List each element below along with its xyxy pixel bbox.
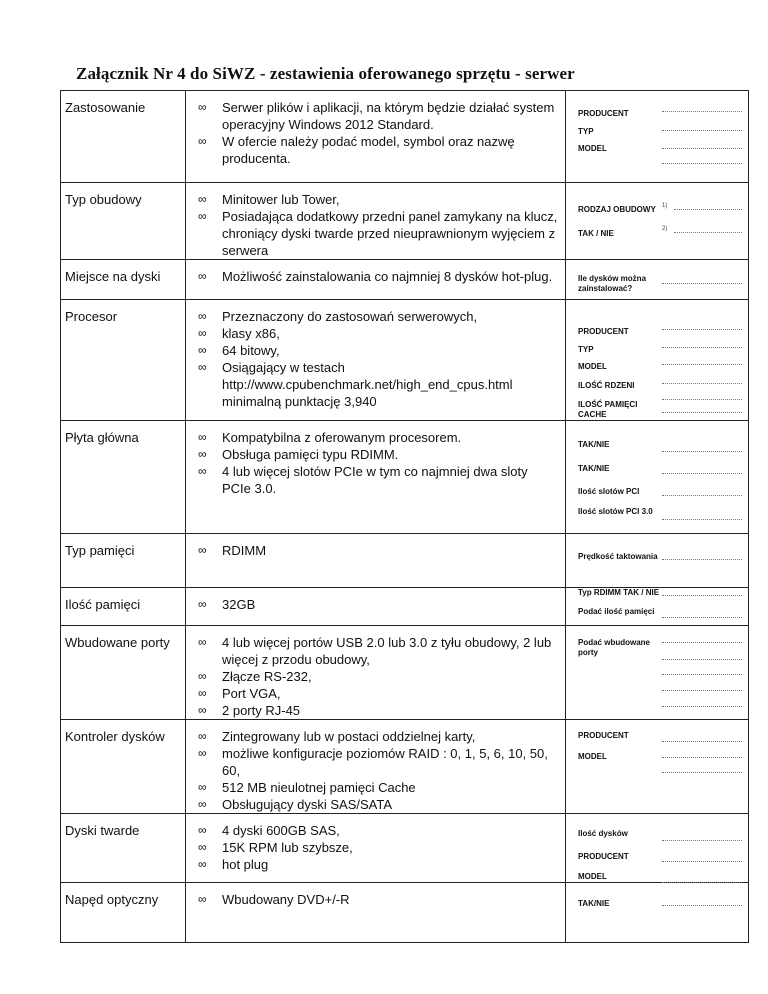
requirements-list xyxy=(186,822,559,873)
category-cell: Wbudowane porty xyxy=(61,626,186,720)
category-cell: Typ pamięci xyxy=(61,534,186,588)
line-number: 2) xyxy=(662,226,668,232)
answer-line[interactable] xyxy=(662,690,742,691)
requirement-item: ∞ Posiadająca dodatkowy przedni panel zamykany na klucz, chroniący dyski twarde przed nieuprawnionym wyjęciem z serwera xyxy=(186,208,559,259)
field-label: TAK/NIE xyxy=(578,899,610,908)
field-label: MODEL xyxy=(578,872,607,881)
answer-line[interactable] xyxy=(662,163,742,164)
category-cell: Dyski twarde xyxy=(61,814,186,883)
field-label: Ilość slotów PCI xyxy=(578,487,640,496)
field-label: RODZAJ OBUDOWY xyxy=(578,205,656,214)
requirements-list xyxy=(186,728,559,813)
field-label: TAK / NIE xyxy=(578,229,614,238)
field-label: Typ RDIMM TAK / NIE xyxy=(578,588,660,597)
field-label: ILOŚĆ RDZENI xyxy=(578,381,635,390)
requirement-item: ∞ Złącze RS-232, xyxy=(186,668,559,685)
requirements-cell xyxy=(186,814,566,883)
offer-fields-cell xyxy=(566,814,749,883)
answer-line[interactable] xyxy=(662,642,742,643)
answer-line[interactable] xyxy=(662,130,742,131)
requirements-cell xyxy=(186,534,566,588)
requirements-list xyxy=(186,891,559,908)
spec-row xyxy=(61,588,749,626)
requirements-list xyxy=(186,268,559,285)
field-label: TYP xyxy=(578,127,594,136)
answer-line[interactable] xyxy=(662,861,742,862)
requirements-cell xyxy=(186,626,566,720)
field-label: MODEL xyxy=(578,362,607,371)
answer-line[interactable] xyxy=(662,283,742,284)
answer-line[interactable] xyxy=(662,148,742,149)
category-cell: Kontroler dysków xyxy=(61,720,186,814)
requirements-list xyxy=(186,634,559,719)
offer-fields-cell xyxy=(566,883,749,943)
requirements-cell xyxy=(186,260,566,300)
offer-fields-cell xyxy=(566,91,749,183)
spec-row xyxy=(61,183,749,260)
offer-fields-cell xyxy=(566,260,749,300)
line-number: 1) xyxy=(662,203,668,209)
specification-table xyxy=(60,90,749,943)
field-label: TAK/NIE xyxy=(578,464,610,473)
requirement-item: ∞ Wbudowany DVD+/-R xyxy=(186,891,559,908)
requirements-cell xyxy=(186,883,566,943)
field-label: PRODUCENT xyxy=(578,109,629,118)
answer-line[interactable] xyxy=(662,383,742,384)
requirement-item: ∞ 4 lub więcej portów USB 2.0 lub 3.0 z tyłu obudowy, 2 lub więcej z przodu obudowy, xyxy=(186,634,559,668)
requirements-cell xyxy=(186,183,566,260)
field-label: Ile dysków można zainstalować? xyxy=(578,274,647,293)
offer-fields-cell xyxy=(566,183,749,260)
requirement-item: ∞ hot plug xyxy=(186,856,559,873)
field-label: Ilość dysków xyxy=(578,829,628,838)
requirement-item: ∞ 32GB xyxy=(186,596,559,613)
spec-row xyxy=(61,883,749,943)
answer-line[interactable] xyxy=(662,111,742,112)
document-title: Załącznik Nr 4 do SiWZ - zestawienia oferowanego sprzętu - serwer xyxy=(76,64,575,83)
field-label: Podać ilość pamięci xyxy=(578,607,655,616)
spec-row xyxy=(61,626,749,720)
answer-line[interactable] xyxy=(662,495,742,496)
answer-line[interactable] xyxy=(662,329,742,330)
field-label: Podać wbudowane porty xyxy=(578,638,651,657)
answer-line[interactable] xyxy=(662,741,742,742)
requirements-list xyxy=(186,191,559,259)
requirement-item: ∞ Port VGA, xyxy=(186,685,559,702)
answer-line[interactable] xyxy=(662,364,742,365)
requirement-item: ∞ RDIMM xyxy=(186,542,559,559)
requirement-item: ∞ Osiągający w testach http://www.cpubenchmark.net/high_end_cpus.html minimalną punktację 3,940 xyxy=(186,359,559,410)
requirements-list xyxy=(186,429,559,497)
requirements-list xyxy=(186,308,559,410)
spec-row xyxy=(61,720,749,814)
answer-line[interactable] xyxy=(662,840,742,841)
requirement-item: ∞ 512 MB nieulotnej pamięci Cache xyxy=(186,779,559,796)
answer-line[interactable] xyxy=(662,559,742,560)
requirements-cell xyxy=(186,421,566,534)
requirement-item: ∞ Minitower lub Tower, xyxy=(186,191,559,208)
offer-fields-cell xyxy=(566,720,749,814)
requirement-item: ∞ klasy x86, xyxy=(186,325,559,342)
offer-fields-cell xyxy=(566,588,749,626)
requirement-item: ∞ 2 porty RJ-45 xyxy=(186,702,559,719)
spec-row xyxy=(61,814,749,883)
answer-line[interactable] xyxy=(662,399,742,400)
requirement-item: ∞ 15K RPM lub szybsze, xyxy=(186,839,559,856)
requirements-list xyxy=(186,542,559,559)
field-label: MODEL xyxy=(578,144,607,153)
answer-line[interactable] xyxy=(662,412,742,413)
field-label: PRODUCENT xyxy=(578,852,629,861)
field-label: PRODUCENT xyxy=(578,327,629,336)
field-label: Prędkość taktowania xyxy=(578,552,658,561)
offer-fields-cell xyxy=(566,626,749,720)
requirement-item: ∞ 4 dyski 600GB SAS, xyxy=(186,822,559,839)
requirement-item: ∞ W ofercie należy podać model, symbol oraz nazwę producenta. xyxy=(186,133,559,167)
requirement-item: ∞ Przeznaczony do zastosowań serwerowych, xyxy=(186,308,559,325)
category-cell: Ilość pamięci xyxy=(61,588,186,626)
field-label: TAK/NIE xyxy=(578,440,610,449)
requirements-cell xyxy=(186,720,566,814)
requirements-cell xyxy=(186,91,566,183)
field-label: ILOŚĆ PAMIĘCI CACHE xyxy=(578,400,638,419)
requirements-list xyxy=(186,596,559,613)
category-cell: Płyta główna xyxy=(61,421,186,534)
answer-line[interactable] xyxy=(662,451,742,452)
answer-line[interactable] xyxy=(662,347,742,348)
requirement-item: ∞ 4 lub więcej slotów PCIe w tym co najmniej dwa sloty PCIe 3.0. xyxy=(186,463,559,497)
requirement-item: ∞ Serwer plików i aplikacji, na którym będzie działać system operacyjny Windows 2012 Standard. xyxy=(186,99,559,133)
requirement-item: ∞ Kompatybilna z oferowanym procesorem. xyxy=(186,429,559,446)
answer-line[interactable] xyxy=(662,473,742,474)
field-label: MODEL xyxy=(578,752,607,761)
requirement-item: ∞ Możliwość zainstalowania co najmniej 8 dysków hot-plug. xyxy=(186,268,559,285)
answer-line[interactable] xyxy=(674,232,742,233)
field-label: TYP xyxy=(578,345,594,354)
answer-line[interactable] xyxy=(662,905,742,906)
answer-line[interactable] xyxy=(662,617,742,618)
spec-row xyxy=(61,260,749,300)
answer-line[interactable] xyxy=(662,519,742,520)
spec-row xyxy=(61,300,749,421)
answer-line[interactable] xyxy=(662,772,742,773)
category-cell: Miejsce na dyski xyxy=(61,260,186,300)
answer-line[interactable] xyxy=(674,209,742,210)
requirement-item: ∞ Obsługujący dyski SAS/SATA xyxy=(186,796,559,813)
answer-line[interactable] xyxy=(662,674,742,675)
requirement-item: ∞ Obsługa pamięci typu RDIMM. xyxy=(186,446,559,463)
answer-line[interactable] xyxy=(662,706,742,707)
offer-fields-cell xyxy=(566,421,749,534)
requirement-item: ∞ możliwe konfiguracje poziomów RAID : 0, 1, 5, 6, 10, 50, 60, xyxy=(186,745,559,779)
field-label: Ilość slotów PCI 3.0 xyxy=(578,507,653,516)
offer-fields-cell xyxy=(566,534,749,597)
category-cell: Zastosowanie xyxy=(61,91,186,183)
answer-line[interactable] xyxy=(662,659,742,660)
offer-fields-cell xyxy=(566,300,749,421)
requirements-cell xyxy=(186,588,566,626)
category-cell: Procesor xyxy=(61,300,186,421)
spec-row xyxy=(61,534,749,588)
requirements-list xyxy=(186,99,559,167)
requirement-item: ∞ Zintegrowany lub w postaci oddzielnej karty, xyxy=(186,728,559,745)
answer-line[interactable] xyxy=(662,757,742,758)
category-cell: Napęd optyczny xyxy=(61,883,186,943)
requirement-item: ∞ 64 bitowy, xyxy=(186,342,559,359)
spec-row xyxy=(61,421,749,534)
spec-row xyxy=(61,91,749,183)
category-cell: Typ obudowy xyxy=(61,183,186,260)
field-label: PRODUCENT xyxy=(578,731,629,740)
requirements-cell xyxy=(186,300,566,421)
